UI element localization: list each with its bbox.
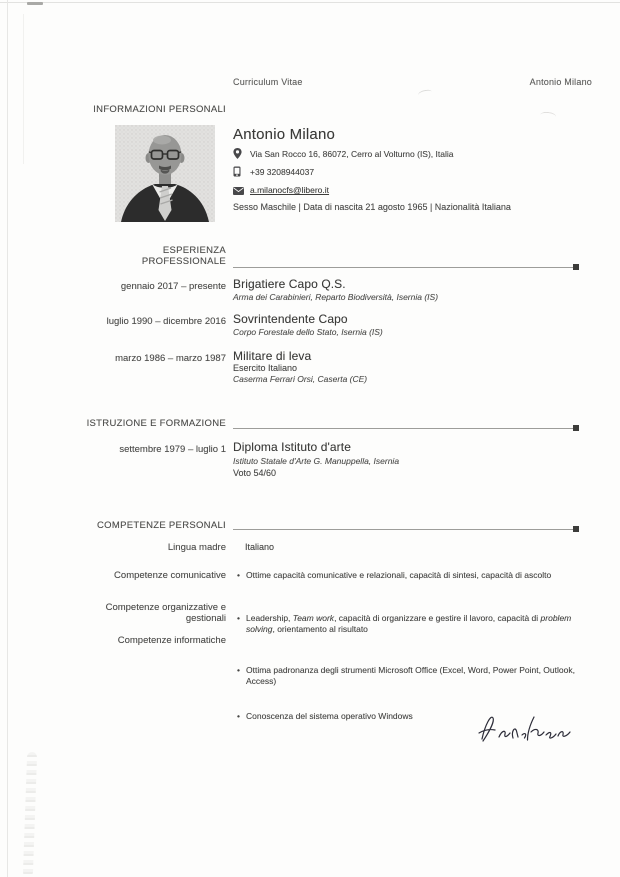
section-title-informazioni-personali: INFORMAZIONI PERSONALI	[93, 104, 226, 115]
experience-entry-organization: Caserma Ferrari Orsi, Caserta (CE)	[233, 374, 368, 384]
scan-pencil-mark	[540, 111, 557, 121]
experience-entry-organization: Corpo Forestale dello Stato, Isernia (IS)	[233, 327, 383, 337]
email-row	[233, 185, 593, 197]
scan-edge-artifact	[7, 0, 8, 877]
education-entry-school: Istituto Statale d'Arte G. Manuppella, Isernia	[233, 456, 400, 466]
skill-value-lingua-madre: Italiano	[245, 542, 275, 552]
scan-edge-artifact	[23, 14, 24, 164]
section-title-istruzione-formazione: ISTRUZIONE E FORMAZIONE	[86, 418, 226, 429]
experience-entry-date: gennaio 2017 – presente	[120, 281, 226, 292]
bullet-text-segment: , capacità di organizzare e gestire il lavoro, capacità di	[334, 613, 541, 623]
section-rule	[233, 428, 578, 429]
skill-bullet-comunicative: • Ottime capacità comunicative e relazionali, capacità di sintesi, capacità di ascolto	[237, 570, 588, 581]
education-entry-title: Diploma Istituto d'arte	[233, 440, 351, 454]
header-document-type: Curriculum Vitae	[233, 77, 303, 87]
skill-label-lingua-madre: Lingua madre	[167, 542, 226, 553]
experience-entry-date: luglio 1990 – dicembre 2016	[106, 316, 226, 327]
experience-entry-employer: Esercito Italiano	[233, 363, 298, 373]
portrait-photo-image	[115, 125, 215, 222]
skill-label-competenze-organizzative: Competenze organizzative e gestionali	[105, 602, 226, 624]
skill-label-competenze-informatiche: Competenze informatiche	[117, 635, 226, 646]
mobile-phone-icon	[233, 166, 247, 179]
header-author-name: Antonio Milano	[529, 77, 592, 87]
email-text: a.milanocfs@libero.it	[250, 185, 330, 195]
experience-entry-title: Sovrintendente Capo	[233, 312, 348, 326]
portrait-photo	[115, 125, 215, 222]
skill-bullet-informatiche: • Conoscenza del sistema operativo Windows	[237, 711, 588, 722]
signature-handwriting	[472, 705, 576, 753]
scan-mark-artifact	[27, 2, 43, 5]
experience-entry-title: Militare di leva	[233, 349, 312, 363]
location-pin-icon	[233, 148, 247, 161]
section-title-competenze-personali: COMPETENZE PERSONALI	[97, 520, 226, 531]
section-rule	[233, 267, 578, 268]
phone-text: +39 3208944037	[250, 167, 315, 177]
education-entry-date: settembre 1979 – luglio 1	[119, 444, 226, 455]
skill-bullet-informatiche: • Ottima padronanza degli strumenti Microsoft Office (Excel, Word, Power Point, Outlook, Access)	[237, 665, 588, 687]
section-title-esperienza-professionale: ESPERIENZA PROFESSIONALE	[141, 245, 226, 267]
bullet-text-segment-italic: problem solving	[246, 613, 572, 634]
demographics-line: Sesso Maschile | Data di nascita 21 agosto 1965 | Nazionalità Italiana	[233, 202, 511, 212]
skill-label-competenze-comunicative: Competenze comunicative	[114, 570, 226, 581]
scan-smudge-artifact	[23, 752, 37, 877]
address-row	[233, 148, 593, 161]
section-rule	[233, 529, 578, 530]
bullet-text-segment: Leadership,	[246, 613, 293, 623]
bullet-text-segment-italic: Team work	[292, 613, 335, 623]
phone-row	[233, 166, 593, 179]
experience-entry-date: marzo 1986 – marzo 1987	[115, 353, 226, 364]
envelope-icon	[233, 187, 247, 197]
education-entry-grade: Voto 54/60	[233, 468, 277, 478]
address-text: Via San Rocco 16, 86072, Cerro al Volturno (IS), Italia	[250, 149, 454, 159]
scan-edge-artifact	[0, 2, 620, 3]
skill-bullet-organizzative	[237, 613, 588, 635]
experience-entry-title: Brigatiere Capo Q.S.	[233, 277, 346, 291]
experience-entry-organization: Arma dei Carabinieri, Reparto Biodiversità, Isernia (IS)	[233, 292, 439, 302]
scan-pencil-mark	[418, 89, 433, 98]
bullet-text-segment: , orientamento al risultato	[272, 624, 368, 634]
person-name: Antonio Milano	[233, 126, 336, 143]
